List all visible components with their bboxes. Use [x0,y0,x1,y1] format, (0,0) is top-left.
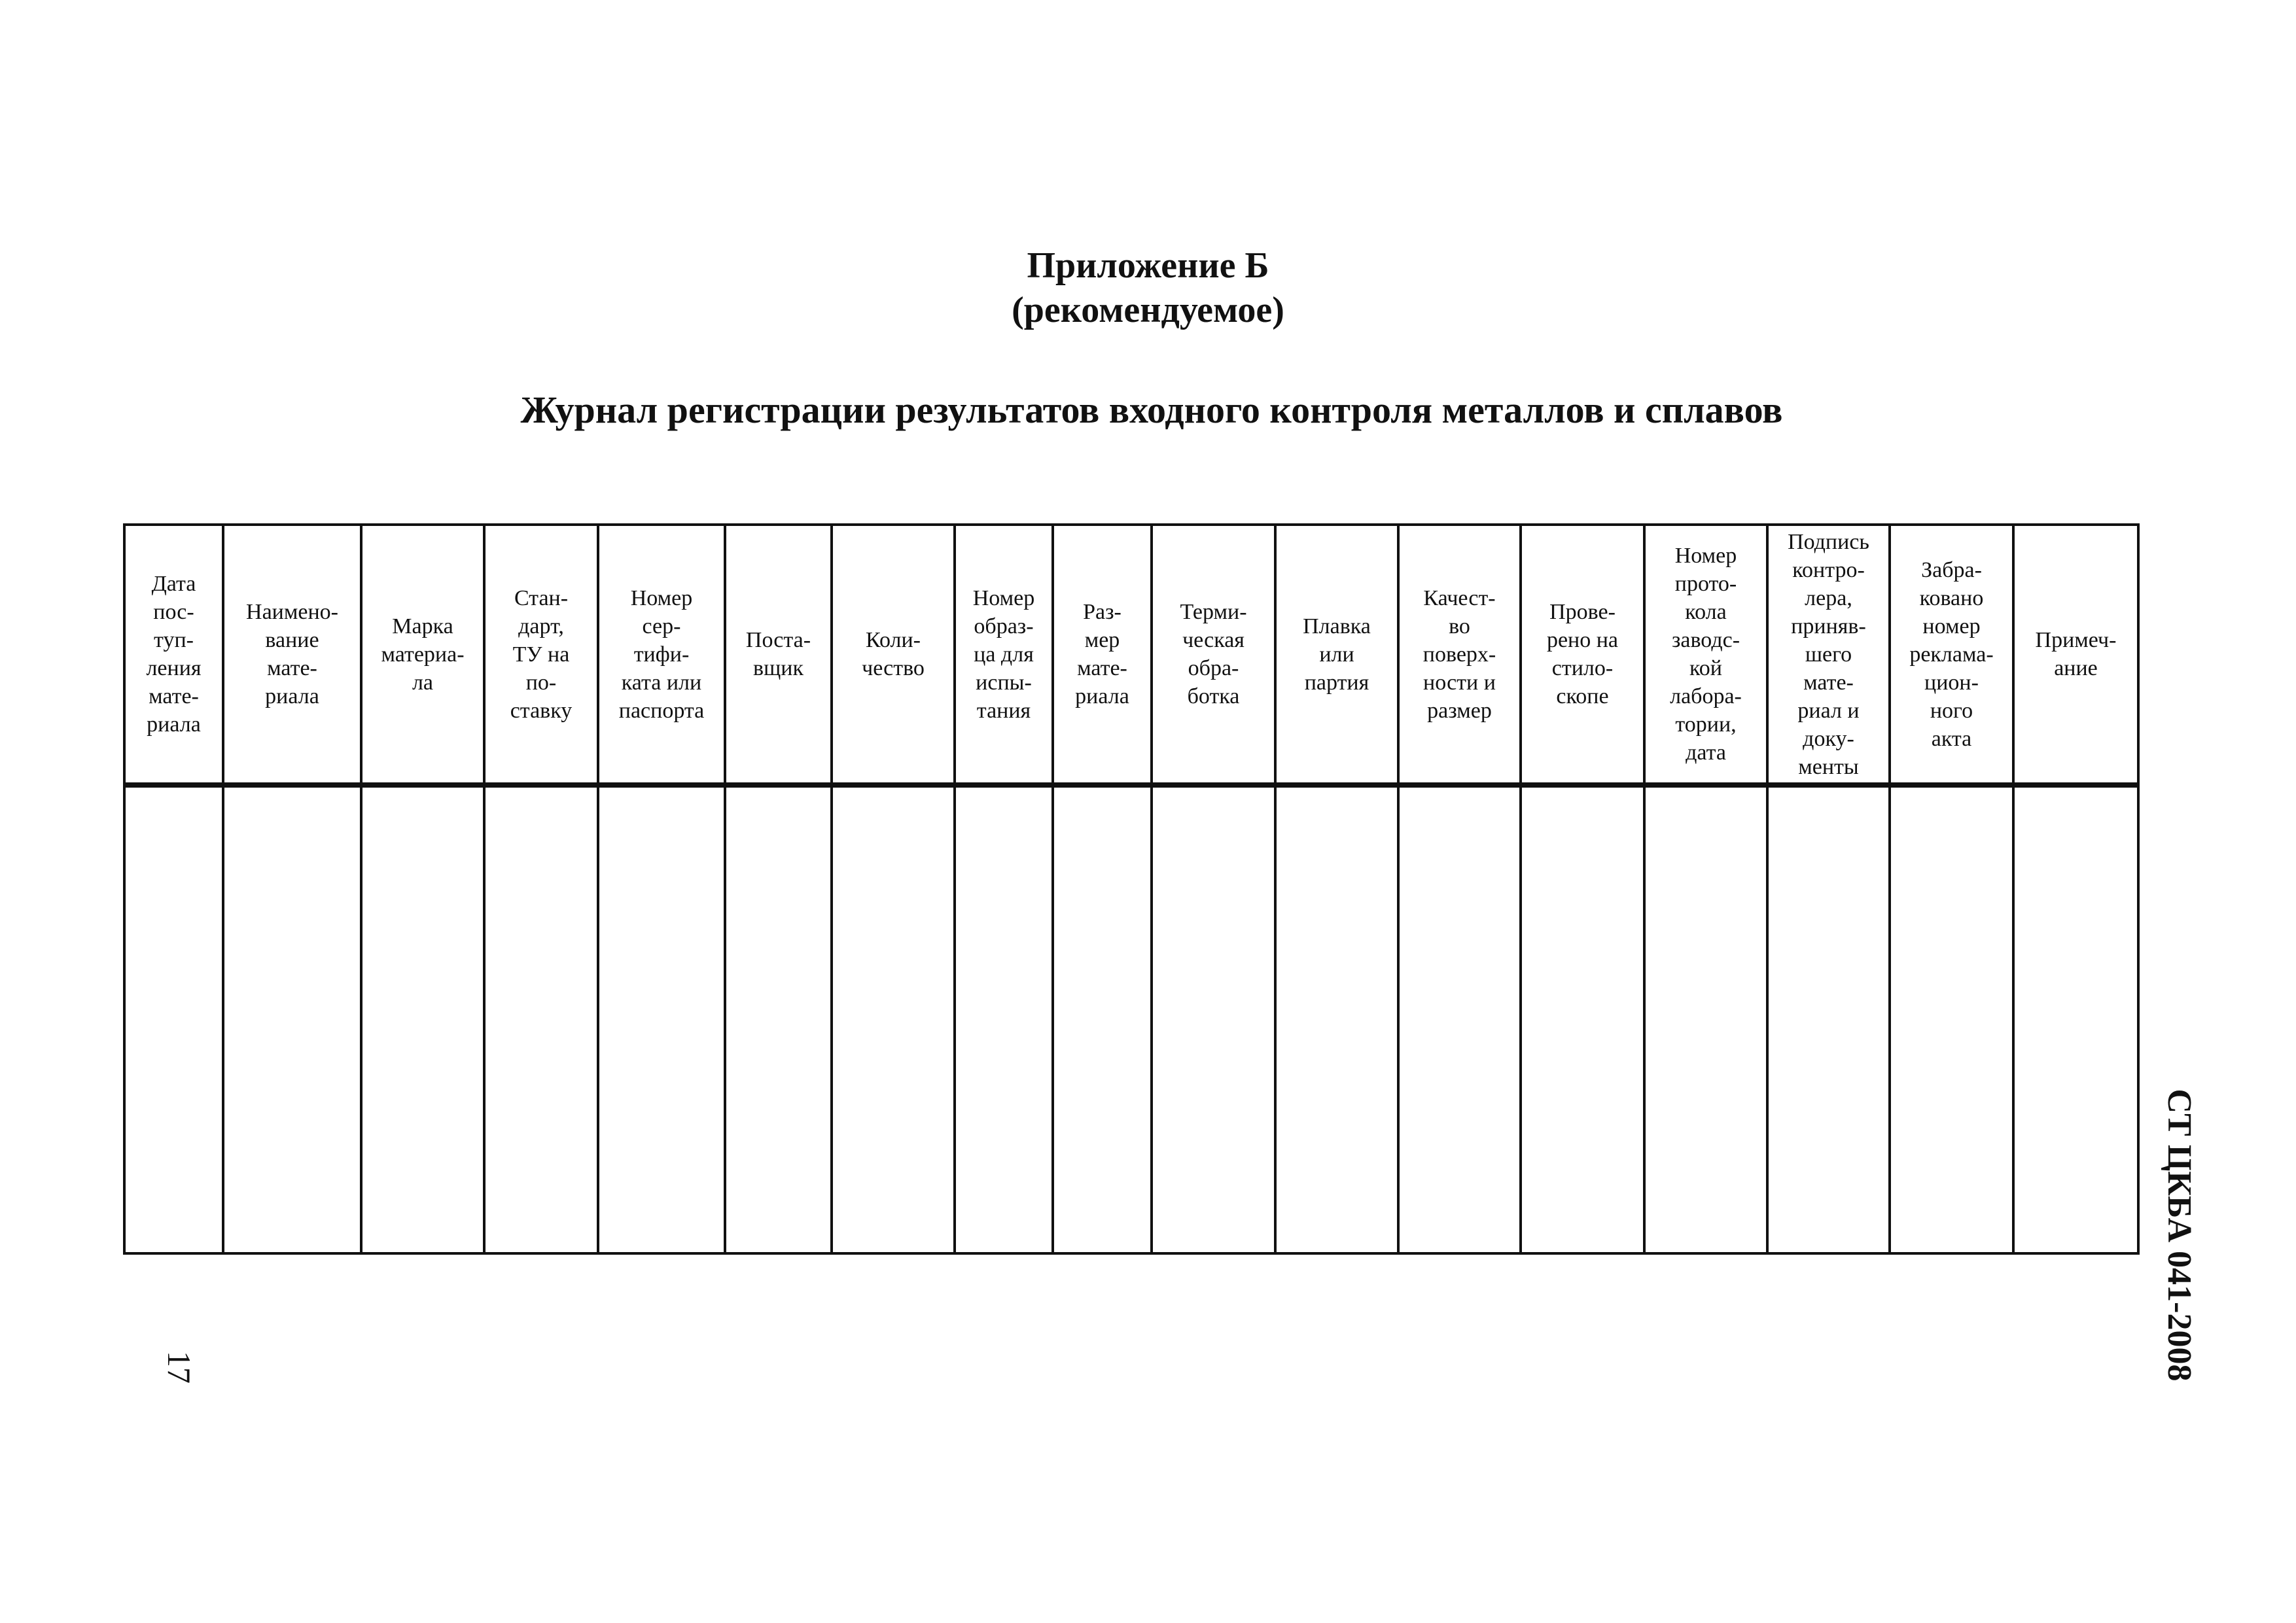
column-header-label: Прове- рено на стило- скопе [1546,600,1619,708]
appendix-title: Приложение Б [1027,245,1269,286]
column-header [484,525,598,785]
table-cell [361,785,484,1253]
column-header-label: Забра- ковано номер реклама- цион- ного акта [1909,557,1994,751]
column-header-label: Номер сер- тифи- ката или паспорта [618,585,705,723]
table-cell [1644,785,1767,1253]
column-header-label: Терми- ческая обра- ботка [1180,600,1247,708]
table-header-row [124,525,2138,785]
column-header [1398,525,1521,785]
table-cell [1521,785,1644,1253]
column-header [1767,525,1890,785]
table-cell [223,785,361,1253]
column-header [1152,525,1275,785]
column-header [1275,525,1398,785]
page-number: 17 [161,1351,198,1384]
column-header-label: Номер образ- ца для испы- тания [972,585,1035,723]
table-cell [955,785,1053,1253]
table-cell [124,785,223,1253]
column-header-label: Поста- вщик [745,628,811,680]
column-header-label: Дата пос- туп- ления мате- риала [146,572,202,737]
column-header-label: Раз- мер мате- риала [1075,600,1129,708]
table-cell [1053,785,1152,1253]
column-header [725,525,832,785]
table-cell [484,785,598,1253]
column-header [1053,525,1152,785]
table-cell [598,785,725,1253]
column-header [1644,525,1767,785]
appendix-subtitle: (рекомендуемое) [1012,290,1284,330]
table-cell [832,785,955,1253]
column-header [598,525,725,785]
column-header [1521,525,1644,785]
column-header [955,525,1053,785]
column-header-label: Примеч- ание [2035,628,2117,680]
table-cell [1890,785,2013,1253]
table-cell [2013,785,2138,1253]
column-header [361,525,484,785]
table-cell [1767,785,1890,1253]
column-header-label: Номер прото- кола заводс- кой лабора- тории, дата [1670,544,1742,765]
table-cell [725,785,832,1253]
table-cell [1275,785,1398,1253]
journal-title: Журнал регистрации результатов входного контроля металлов и сплавов [520,389,1783,431]
journal-table [123,523,2140,1255]
column-header [832,525,955,785]
column-header [124,525,223,785]
column-header-label: Плавка или партия [1303,614,1371,695]
column-header-label: Наимено- вание мате- риала [246,600,338,708]
column-header [223,525,361,785]
column-header-label: Стан- дарт, ТУ на по- ставку [510,585,573,723]
column-header-label: Подпись контро- лера, приняв- шего мате- риал и доку- менты [1788,529,1869,779]
table-cell [1152,785,1275,1253]
table-cell [1398,785,1521,1253]
column-header [1890,525,2013,785]
column-header-label: Качест- во поверх- ности и размер [1422,585,1496,723]
column-header [2013,525,2138,785]
table-row [124,785,2138,1253]
column-header-label: Коли- чество [862,628,925,680]
column-header-label: Марка материа- ла [381,614,465,695]
document-code: СТ ЦКБА 041-2008 [2161,1089,2198,1382]
